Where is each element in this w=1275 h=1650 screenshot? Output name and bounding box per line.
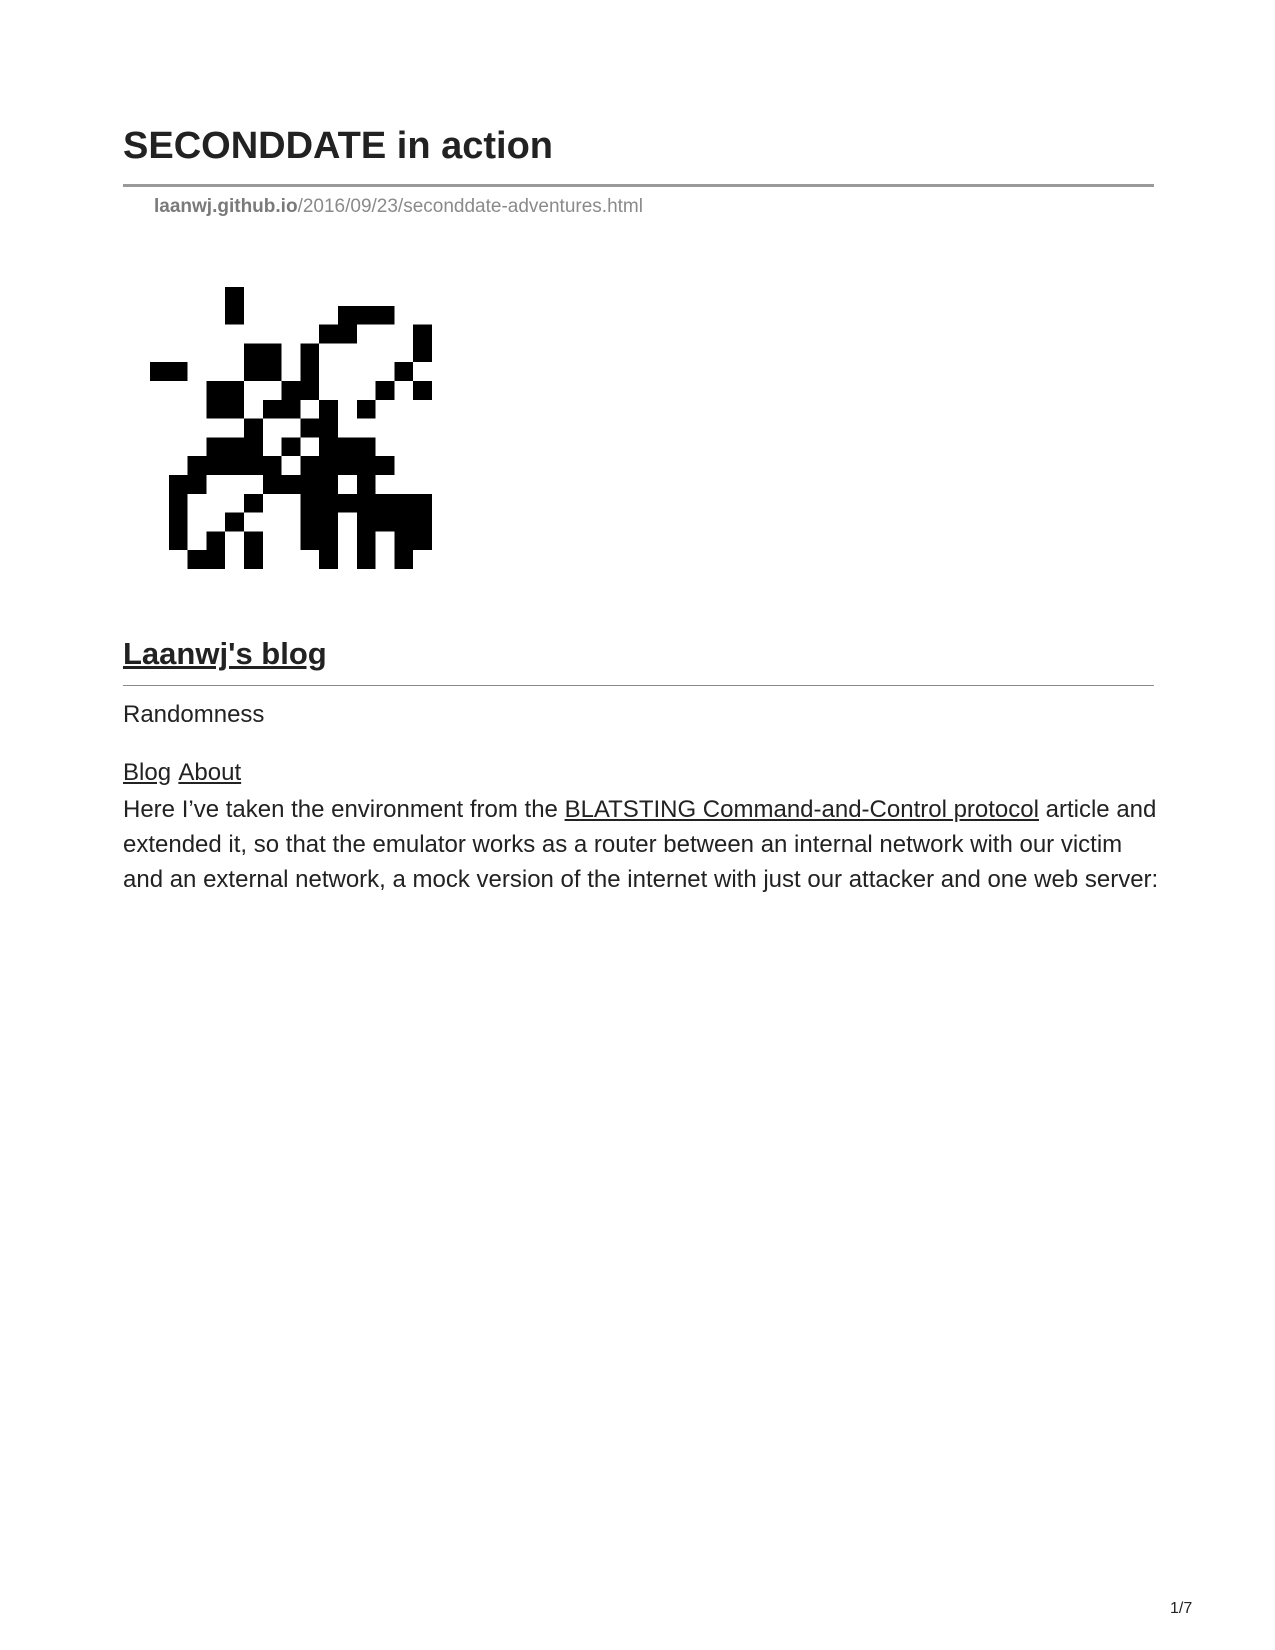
nav-link-about[interactable]: About — [178, 759, 242, 786]
title-divider — [123, 184, 1154, 187]
article-paragraph — [123, 792, 1163, 897]
pixel-art-logo-icon — [150, 285, 432, 571]
article-text-after-link: article and extended it, so that the emulator works as a router between an internal network with our victim and an external network, a mock version of the internet with just our attacker and one web server: — [123, 796, 1159, 893]
blog-tagline: Randomness — [123, 701, 265, 728]
source-url[interactable] — [154, 196, 643, 218]
article-text-before-link: Here I’ve taken the environment from the — [123, 796, 565, 823]
source-path: /2016/09/23/seconddate-adventures.html — [297, 196, 643, 217]
page-title: SECONDDATE in action — [123, 125, 553, 167]
nav-link-blog[interactable]: Blog — [123, 759, 172, 786]
source-domain: laanwj.github.io — [154, 196, 298, 217]
blog-nav — [123, 759, 243, 787]
blatsting-article-link[interactable]: BLATSTING Command-and-Control protocol — [564, 796, 1039, 823]
page-number: 1/7 — [1170, 1600, 1193, 1617]
blog-name-link[interactable]: Laanwj's blog — [123, 636, 327, 671]
blog-divider — [123, 685, 1154, 686]
